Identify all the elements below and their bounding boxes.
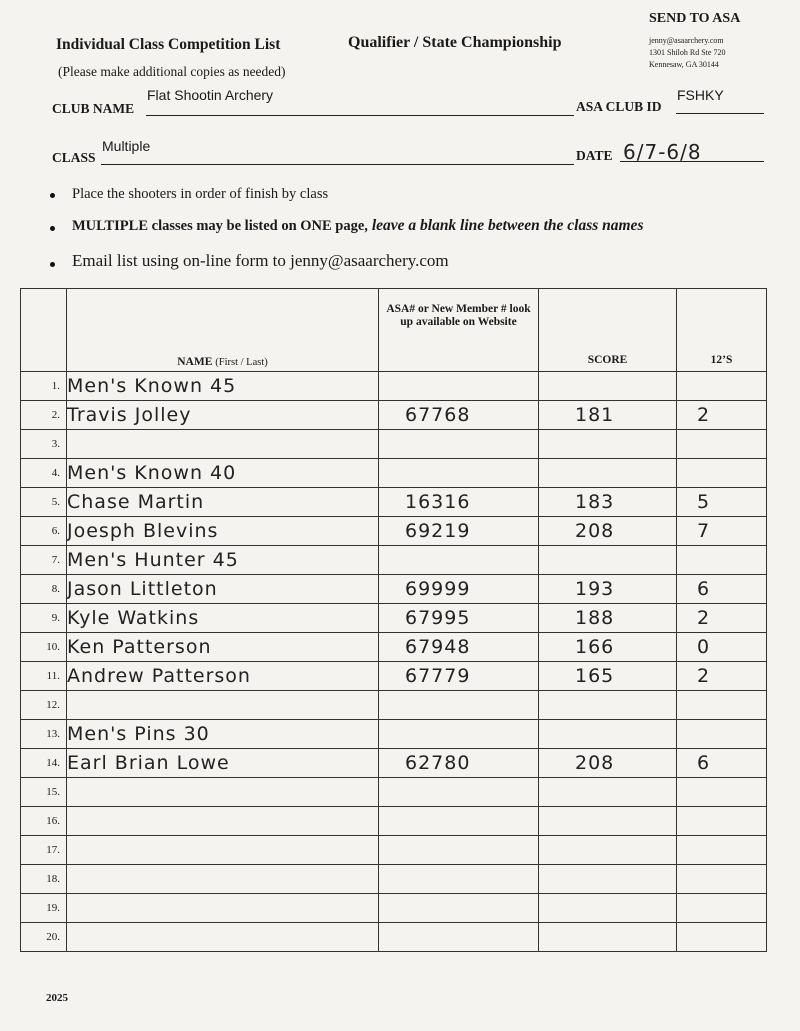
twelves-cell[interactable] bbox=[677, 430, 767, 459]
score-cell[interactable] bbox=[539, 923, 677, 952]
table-row bbox=[21, 778, 767, 807]
twelves-cell[interactable]: 6 bbox=[677, 575, 767, 604]
class-name-cell[interactable]: Men's Known 40 bbox=[67, 459, 379, 488]
twelves-cell[interactable] bbox=[677, 372, 767, 401]
row-number: 17. bbox=[21, 836, 67, 865]
shooter-name-cell[interactable] bbox=[67, 691, 379, 720]
table-row bbox=[21, 372, 767, 401]
row-number: 4. bbox=[21, 459, 67, 488]
twelves-cell[interactable] bbox=[677, 865, 767, 894]
score-cell[interactable] bbox=[539, 836, 677, 865]
instruction-2-bold: MULTIPLE classes may be listed on ONE page, bbox=[72, 218, 368, 234]
row-number: 18. bbox=[21, 865, 67, 894]
send-to-email: jenny@asaarchery.com bbox=[649, 36, 724, 45]
table-row bbox=[21, 575, 767, 604]
row-number: 14. bbox=[21, 749, 67, 778]
table-row bbox=[21, 488, 767, 517]
instruction-1: Place the shooters in order of finish by class bbox=[72, 186, 329, 202]
table-header-row bbox=[21, 289, 767, 372]
row-number: 2. bbox=[21, 401, 67, 430]
asa-number-cell[interactable] bbox=[379, 720, 539, 749]
instruction-2 bbox=[72, 217, 643, 235]
twelves-cell[interactable] bbox=[677, 546, 767, 575]
table-row bbox=[21, 836, 767, 865]
competition-table bbox=[20, 288, 767, 952]
score-cell[interactable] bbox=[539, 894, 677, 923]
shooter-name-cell[interactable]: Andrew Patterson bbox=[67, 662, 379, 691]
twelves-cell[interactable]: 2 bbox=[677, 604, 767, 633]
bullet-icon bbox=[50, 226, 55, 231]
table-row bbox=[21, 720, 767, 749]
footer-year: 2025 bbox=[46, 992, 68, 1004]
score-cell[interactable]: 208 bbox=[539, 517, 677, 546]
score-cell[interactable] bbox=[539, 372, 677, 401]
twelves-cell[interactable] bbox=[677, 778, 767, 807]
row-number: 7. bbox=[21, 546, 67, 575]
score-cell[interactable]: 166 bbox=[539, 633, 677, 662]
asa-number-cell[interactable] bbox=[379, 372, 539, 401]
score-cell[interactable]: 208 bbox=[539, 749, 677, 778]
class-name-cell[interactable]: Men's Hunter 45 bbox=[67, 546, 379, 575]
asa-club-id-value[interactable]: FSHKY bbox=[677, 87, 724, 103]
twelves-cell[interactable]: 7 bbox=[677, 517, 767, 546]
shooter-name-cell[interactable] bbox=[67, 894, 379, 923]
asa-number-cell[interactable]: 69999 bbox=[379, 575, 539, 604]
twelves-cell[interactable] bbox=[677, 720, 767, 749]
instruction-2-italic: leave a blank line between the class names bbox=[367, 217, 644, 234]
shooter-name-cell[interactable] bbox=[67, 430, 379, 459]
club-name-label: CLUB NAME bbox=[52, 101, 135, 116]
row-number: 5. bbox=[21, 488, 67, 517]
twelves-cell[interactable]: 6 bbox=[677, 749, 767, 778]
send-to-address-2: Kennesaw, GA 30144 bbox=[649, 60, 719, 69]
shooter-name-cell[interactable] bbox=[67, 778, 379, 807]
asa-number-cell[interactable] bbox=[379, 430, 539, 459]
table-row bbox=[21, 691, 767, 720]
row-number: 6. bbox=[21, 517, 67, 546]
asa-number-cell[interactable]: 62780 bbox=[379, 749, 539, 778]
class-line bbox=[101, 164, 574, 165]
table-row bbox=[21, 662, 767, 691]
form-subtitle: Qualifier / State Championship bbox=[348, 34, 562, 51]
twelves-cell[interactable] bbox=[677, 836, 767, 865]
shooter-name-cell[interactable]: Ken Patterson bbox=[67, 633, 379, 662]
asa-number-cell[interactable] bbox=[379, 691, 539, 720]
asa-number-cell[interactable]: 67768 bbox=[379, 401, 539, 430]
class-label: CLASS bbox=[52, 150, 96, 165]
date-value[interactable]: 6/7-6/8 bbox=[623, 140, 702, 164]
asa-number-cell[interactable] bbox=[379, 459, 539, 488]
asa-number-cell[interactable]: 67995 bbox=[379, 604, 539, 633]
table-row bbox=[21, 807, 767, 836]
form-title: Individual Class Competition List bbox=[56, 36, 281, 53]
asa-number-cell[interactable] bbox=[379, 546, 539, 575]
class-name-cell[interactable]: Men's Known 45 bbox=[67, 372, 379, 401]
table-row bbox=[21, 749, 767, 778]
score-cell[interactable]: 181 bbox=[539, 401, 677, 430]
row-number: 19. bbox=[21, 894, 67, 923]
header-name-label: NAME bbox=[177, 356, 213, 368]
shooter-name-cell[interactable] bbox=[67, 807, 379, 836]
twelves-cell[interactable]: 2 bbox=[677, 401, 767, 430]
score-cell[interactable] bbox=[539, 430, 677, 459]
score-cell[interactable] bbox=[539, 691, 677, 720]
shooter-name-cell[interactable]: Kyle Watkins bbox=[67, 604, 379, 633]
class-name-cell[interactable]: Men's Pins 30 bbox=[67, 720, 379, 749]
header-num bbox=[21, 289, 67, 372]
table-row bbox=[21, 923, 767, 952]
score-cell[interactable]: 165 bbox=[539, 662, 677, 691]
asa-number-cell[interactable] bbox=[379, 778, 539, 807]
row-number: 8. bbox=[21, 575, 67, 604]
row-number: 15. bbox=[21, 778, 67, 807]
header-score: SCORE bbox=[539, 289, 677, 372]
twelves-cell[interactable]: 5 bbox=[677, 488, 767, 517]
table-row bbox=[21, 401, 767, 430]
row-number: 9. bbox=[21, 604, 67, 633]
twelves-cell[interactable]: 0 bbox=[677, 633, 767, 662]
instruction-3: Email list using on-line form to jenny@asaarchery.com bbox=[72, 251, 449, 270]
bullet-icon bbox=[50, 193, 55, 198]
copies-note: (Please make additional copies as needed) bbox=[58, 64, 286, 79]
shooter-name-cell[interactable]: Earl Brian Lowe bbox=[67, 749, 379, 778]
shooter-name-cell[interactable]: Joesph Blevins bbox=[67, 517, 379, 546]
row-number: 3. bbox=[21, 430, 67, 459]
table-row bbox=[21, 459, 767, 488]
asa-number-cell[interactable] bbox=[379, 894, 539, 923]
table-body bbox=[21, 372, 767, 952]
header-name bbox=[67, 289, 379, 372]
row-number: 10. bbox=[21, 633, 67, 662]
header-name-sub: (First / Last) bbox=[215, 357, 268, 368]
row-number: 1. bbox=[21, 372, 67, 401]
row-number: 12. bbox=[21, 691, 67, 720]
shooter-name-cell[interactable]: Jason Littleton bbox=[67, 575, 379, 604]
asa-number-cell[interactable]: 67948 bbox=[379, 633, 539, 662]
table-row bbox=[21, 894, 767, 923]
send-to-address-1: 1301 Shiloh Rd Ste 720 bbox=[649, 48, 726, 57]
shooter-name-cell[interactable] bbox=[67, 923, 379, 952]
header-twelves: 12’S bbox=[677, 289, 767, 372]
shooter-name-cell[interactable] bbox=[67, 836, 379, 865]
table-row bbox=[21, 633, 767, 662]
score-cell[interactable]: 193 bbox=[539, 575, 677, 604]
shooter-name-cell[interactable]: Chase Martin bbox=[67, 488, 379, 517]
asa-number-cell[interactable] bbox=[379, 865, 539, 894]
row-number: 13. bbox=[21, 720, 67, 749]
table-row bbox=[21, 546, 767, 575]
twelves-cell[interactable] bbox=[677, 807, 767, 836]
score-cell[interactable]: 183 bbox=[539, 488, 677, 517]
shooter-name-cell[interactable]: Travis Jolley bbox=[67, 401, 379, 430]
twelves-cell[interactable] bbox=[677, 691, 767, 720]
asa-club-id-line bbox=[676, 113, 764, 114]
twelves-cell[interactable] bbox=[677, 459, 767, 488]
score-cell[interactable] bbox=[539, 720, 677, 749]
score-cell[interactable] bbox=[539, 778, 677, 807]
twelves-cell[interactable]: 2 bbox=[677, 662, 767, 691]
asa-club-id-label: ASA CLUB ID bbox=[576, 99, 662, 114]
score-cell[interactable] bbox=[539, 546, 677, 575]
table-row bbox=[21, 865, 767, 894]
table-row bbox=[21, 430, 767, 459]
club-name-line bbox=[146, 115, 574, 116]
row-number: 11. bbox=[21, 662, 67, 691]
send-to-label: SEND TO ASA bbox=[649, 11, 741, 26]
score-cell[interactable] bbox=[539, 865, 677, 894]
table-row bbox=[21, 517, 767, 546]
asa-number-cell[interactable] bbox=[379, 836, 539, 865]
asa-number-cell[interactable] bbox=[379, 807, 539, 836]
row-number: 16. bbox=[21, 807, 67, 836]
asa-number-cell[interactable]: 69219 bbox=[379, 517, 539, 546]
bullet-icon bbox=[50, 262, 55, 267]
score-cell[interactable] bbox=[539, 459, 677, 488]
asa-number-cell[interactable]: 16316 bbox=[379, 488, 539, 517]
score-cell[interactable]: 188 bbox=[539, 604, 677, 633]
table-row bbox=[21, 604, 767, 633]
twelves-cell[interactable] bbox=[677, 894, 767, 923]
score-cell[interactable] bbox=[539, 807, 677, 836]
shooter-name-cell[interactable] bbox=[67, 865, 379, 894]
twelves-cell[interactable] bbox=[677, 923, 767, 952]
asa-number-cell[interactable] bbox=[379, 923, 539, 952]
header-asa: ASA# or New Member # look up available on Website bbox=[379, 289, 539, 372]
date-label: DATE bbox=[576, 148, 613, 163]
club-name-value[interactable]: Flat Shootin Archery bbox=[147, 87, 274, 103]
class-value[interactable]: Multiple bbox=[102, 138, 151, 154]
row-number: 20. bbox=[21, 923, 67, 952]
asa-number-cell[interactable]: 67779 bbox=[379, 662, 539, 691]
